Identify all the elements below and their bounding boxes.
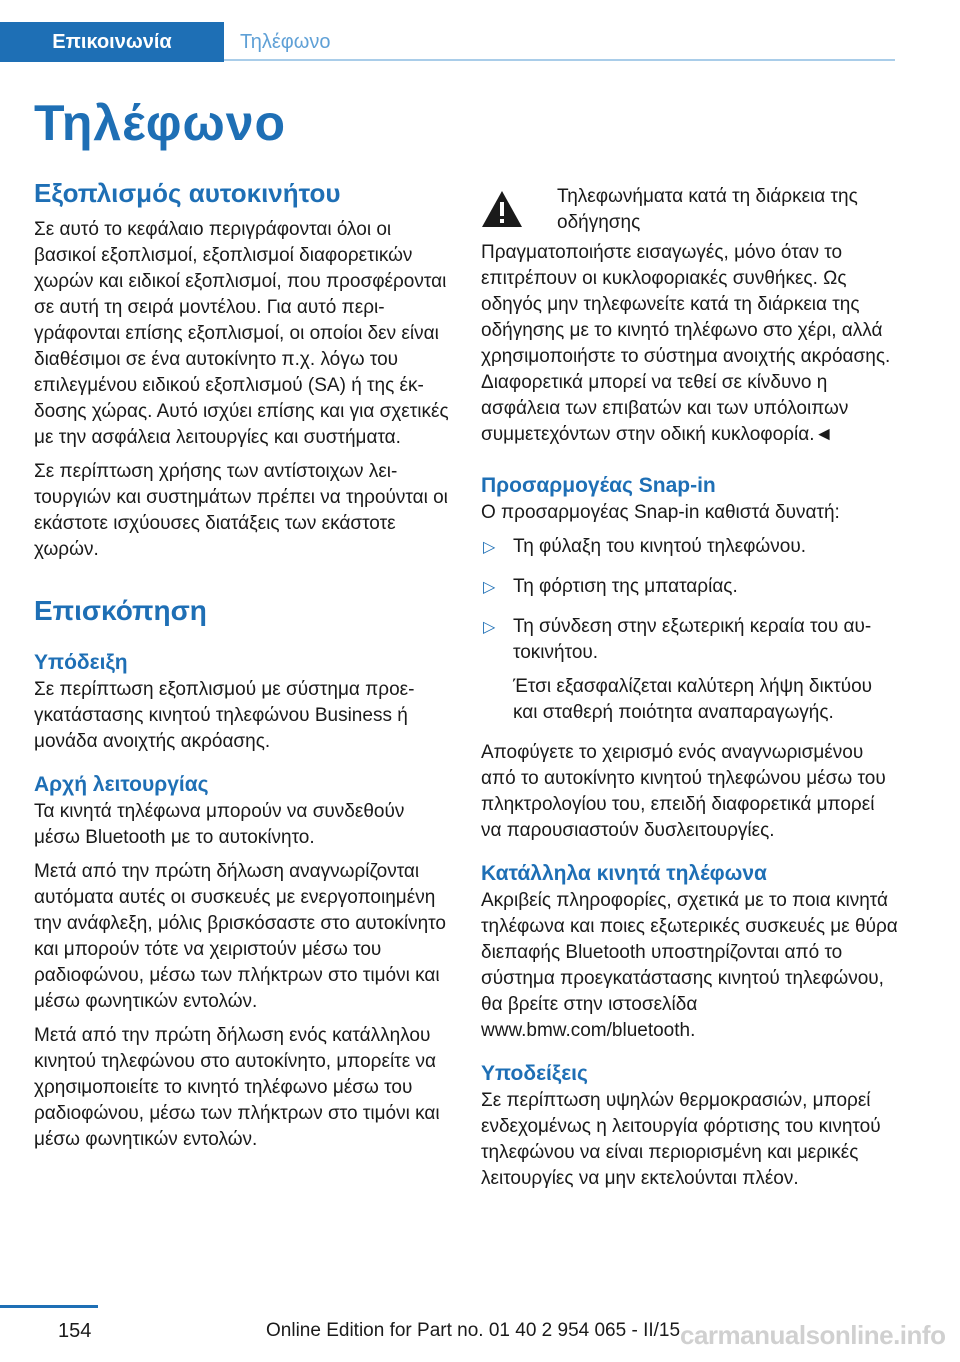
equipment-paragraph-1: Σε αυτό το κεφάλαιο περιγράφονται όλοι οι βασικοί εξοπλισμοί, εξοπλισμοί διαφορετικών χωρών και ειδικοί εξοπλισμοί, που προσφέρονται σε αυτή τη σειρά μοντέλου. Για αυτό περιγράφονται επίσης εξοπλισμοί, οι οποίοι δεν είναι διαθέσιμοι σε ένα αυτοκίνητο π.χ. λόγω του επιλεγμένου ειδικού εξοπλισμού (SA) ή της έκδοσης χώρας. Αυτό ισχύει επίσης και για σχετικές με την ασφάλεια λειτουργίες και συστήματα. bbox=[34, 219, 449, 448]
warning-box bbox=[481, 184, 899, 236]
principle-paragraph-3: Μετά από την πρώτη δήλωση ενός κατάλληλου κινητού τηλεφώνου στο αυτοκίνητο, μπορείτε να χρησιμοποιείτε το κινητό τηλέφωνο μέσω του ραδιοφώνου, μέσω των πλήκτρων στο τιμόνι και μέσω φωνητικών εντολών. bbox=[34, 1025, 440, 1150]
warning-icon bbox=[481, 190, 523, 228]
phones-heading: Κατάλληλα κινητά τηλέφωνα bbox=[481, 862, 767, 885]
hint-heading: Υπόδειξη bbox=[34, 651, 128, 674]
triangle-bullet-icon: ▷ bbox=[483, 539, 496, 556]
triangle-bullet-icon: ▷ bbox=[483, 619, 496, 636]
equipment-heading: Εξοπλισμός αυτοκινήτου bbox=[34, 178, 341, 208]
principle-paragraph-2: Μετά από την πρώτη δήλωση αναγνωρίζονται αυτόματα αυτές οι συσκευές με ενεργοποιημένη την ανάφλεξη, μόλις βρισκόσαστε στο αυτοκίνητο και μπορούν τότε να χειριστούν μέσω του ραδιοφώνου, μέσω των πλήκτρων στο τιμόνι και μέσω φωνητικών εντολών. bbox=[34, 861, 446, 1012]
hint-paragraph: Σε περίπτωση εξοπλισμού με σύστημα προεγκατάστασης κινητού τηλεφώνου Business ή μονάδα ανοιχτής ακρόασης. bbox=[34, 679, 415, 752]
phones-paragraph: Ακριβείς πληροφορίες, σχετικά με το ποια κινητά τηλέφωνα και ποιες εξωτερικές συσκευές με θύρα διεπαφής Bluetooth υποστηρίζονται από το σύστημα προεγκατάστασης κινητού τηλεφώνου, θα βρείτε στην ιστοσελίδα www.bmw.com/bluetooth. bbox=[481, 890, 898, 1041]
list-item: ▷ Τη σύνδεση στην εξωτερική κεραία του αυτοκινήτου. Έτσι εξασφαλίζεται καλύτερη λήψη δικτύου και σταθερή ποιότητα αναπαραγωγής. bbox=[481, 614, 899, 726]
page-title: Τηλέφωνο bbox=[34, 95, 287, 151]
snapin-list bbox=[481, 534, 899, 726]
principle-paragraph-1: Τα κινητά τηλέφωνα μπορούν να συνδεθούν μέσω Bluetooth με το αυτοκίνητο. bbox=[34, 801, 405, 848]
hints-heading: Υποδείξεις bbox=[481, 1062, 588, 1085]
overview-heading: Επισκόπηση bbox=[34, 595, 207, 626]
footer-rule bbox=[0, 1305, 98, 1308]
tab-communication[interactable]: Επικοινωνία bbox=[0, 22, 224, 62]
edition-note: Online Edition for Part no. 01 40 2 954 065 - II/15 bbox=[266, 1320, 681, 1341]
right-column bbox=[481, 184, 899, 1200]
snapin-heading: Προσαρμογέας Snap-in bbox=[481, 474, 716, 497]
left-column bbox=[34, 178, 452, 1161]
hints-paragraph: Σε περίπτωση υψηλών θερμοκρασιών, μπορεί ενδεχομένως η λειτουργία φόρτισης του κινητού τηλεφώνου να είναι περιορισμένη και μερικές λειτουργίες να μην εκτελούνται πλέον. bbox=[481, 1090, 881, 1189]
principle-heading: Αρχή λειτουργίας bbox=[34, 773, 209, 796]
snapin-intro: Ο προσαρμογέας Snap-in καθιστά δυνατή: bbox=[481, 502, 840, 523]
triangle-bullet-icon: ▷ bbox=[483, 579, 496, 596]
watermark: carmanualsonline.info bbox=[680, 1320, 946, 1350]
list-item: ▷ Τη φύλαξη του κινητού τηλεφώνου. bbox=[481, 534, 899, 560]
page-number: 154 bbox=[58, 1320, 92, 1342]
header-rule bbox=[224, 59, 895, 61]
warning-title: Τηλεφωνήματα κατά τη διάρκεια της οδήγησης bbox=[557, 186, 858, 233]
list-item: ▷ Τη φόρτιση της μπαταρίας. bbox=[481, 574, 899, 600]
snapin-sub-paragraph: Έτσι εξασφαλίζεται καλύτερη λήψη δικτύου και σταθερή ποιότητα αναπαραγωγής. bbox=[513, 676, 873, 723]
tab-telephone[interactable]: Τηλέφωνο bbox=[240, 31, 331, 53]
warning-paragraph: Πραγματοποιήστε εισαγωγές, μόνο όταν το επιτρέπουν οι κυκλοφοριακές συνθήκες. Ως οδηγός μην τηλεφωνείτε κατά τη διάρκεια της οδήγησης με το κινητό τηλέφωνο στο χέρι, αλλά χρησιμοποιήστε το σύστημα ανοιχτής ακρόασης. Διαφορετικά μπορεί να τεθεί σε κίνδυνο η ασφάλεια των επιβατών και των υπόλοιπων συμμετεχόντων στην οδική κυκλοφορία.◄ bbox=[481, 242, 891, 445]
snapin-paragraph: Αποφύγετε το χειρισμό ενός αναγνωρισμένου από το αυτοκίνητο κινητού τηλεφώνου μέσω του πληκτρολογίου του, επειδή διαφορετικά μπορεί να παρουσιαστούν δυσλειτουργίες. bbox=[481, 742, 886, 841]
header-bar bbox=[0, 0, 895, 62]
equipment-paragraph-2: Σε περίπτωση χρήσης των αντίστοιχων λειτουργιών και συστημάτων πρέπει να τηρούνται οι εκάστοτε ισχύουσες διατάξεις των εκάστοτε χωρών. bbox=[34, 461, 448, 560]
